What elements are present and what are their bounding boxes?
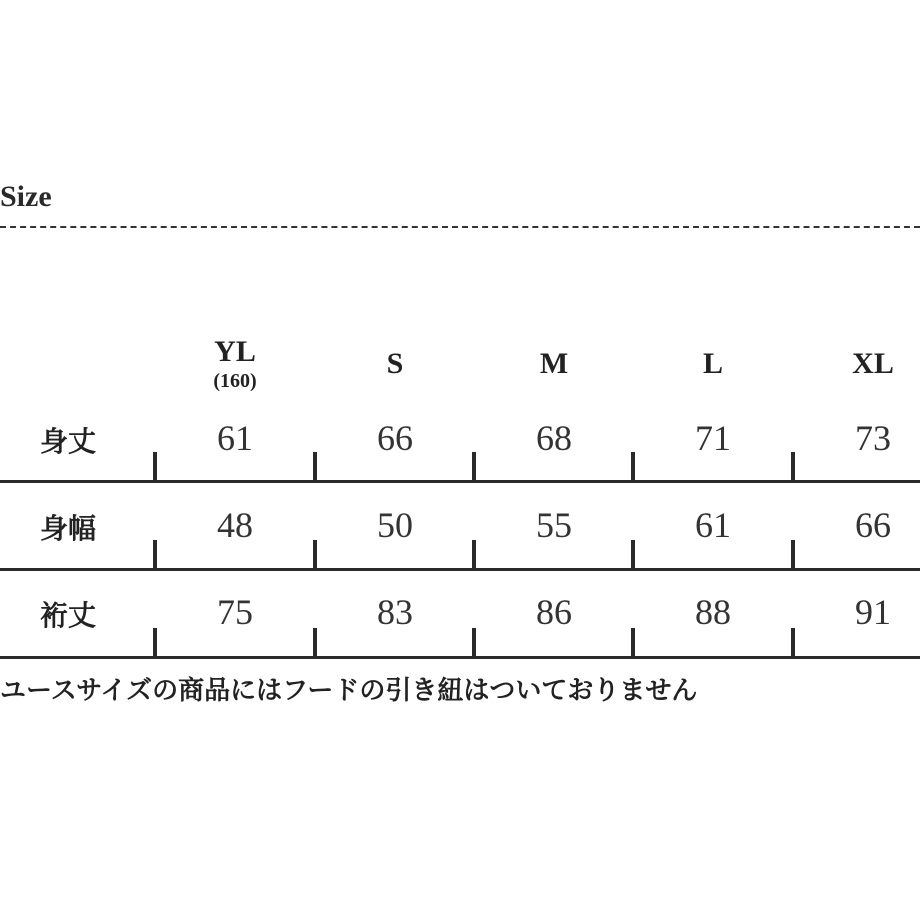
table-cell: 66	[855, 505, 891, 545]
column-tick	[791, 628, 795, 658]
table-cell: 91	[855, 592, 891, 632]
table-cell: 68	[536, 418, 572, 458]
table-cell: 71	[695, 418, 731, 458]
table-cell: 48	[217, 505, 253, 545]
row-divider	[0, 656, 920, 659]
page-title: Size	[0, 180, 52, 213]
column-tick	[313, 540, 317, 570]
column-header-name: XL	[852, 347, 894, 380]
column-header-yl	[175, 334, 295, 392]
table-cell: 61	[695, 505, 731, 545]
table-cell: 55	[536, 505, 572, 545]
column-header-l	[653, 346, 773, 382]
column-tick	[472, 452, 476, 482]
row-label-length: 身丈	[40, 425, 97, 458]
column-header-xl	[813, 346, 920, 382]
row-divider	[0, 568, 920, 571]
row-label-sleeve: 裄丈	[40, 599, 97, 632]
column-header-s	[335, 346, 455, 382]
column-tick	[631, 540, 635, 570]
column-tick	[313, 628, 317, 658]
dashed-divider	[0, 226, 920, 228]
column-header-subtitle: (160)	[213, 370, 257, 392]
table-cell: 61	[217, 418, 253, 458]
column-tick	[631, 628, 635, 658]
column-header-m	[494, 346, 614, 382]
column-tick	[791, 452, 795, 482]
column-tick	[472, 540, 476, 570]
column-tick	[631, 452, 635, 482]
row-label-width: 身幅	[40, 512, 97, 545]
column-header-name: S	[386, 347, 404, 380]
column-header-name: YL	[214, 335, 256, 368]
column-header-name: M	[539, 347, 569, 380]
table-cell: 83	[377, 592, 413, 632]
column-tick	[472, 628, 476, 658]
column-tick	[153, 628, 157, 658]
table-cell: 86	[536, 592, 572, 632]
column-tick	[791, 540, 795, 570]
row-divider	[0, 480, 920, 483]
table-cell: 66	[377, 418, 413, 458]
table-cell: 75	[217, 592, 253, 632]
column-tick	[153, 452, 157, 482]
column-tick	[153, 540, 157, 570]
column-header-name: L	[702, 347, 723, 380]
footnote: ユースサイズの商品にはフードの引き紐はついておりません	[0, 676, 698, 706]
table-cell: 50	[377, 505, 413, 545]
column-tick	[313, 452, 317, 482]
table-cell: 73	[855, 418, 891, 458]
table-cell: 88	[695, 592, 731, 632]
